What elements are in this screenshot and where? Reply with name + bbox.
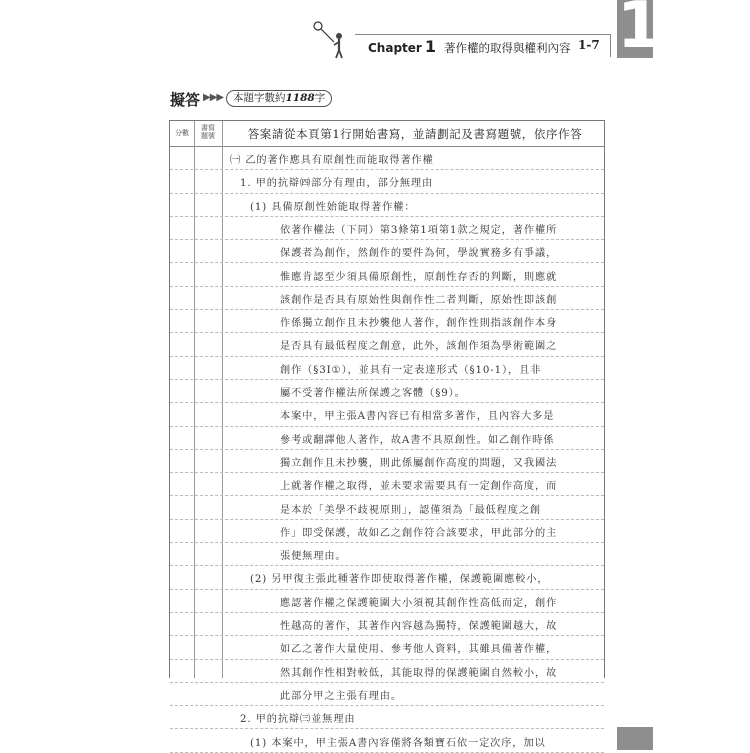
answer-line — [170, 287, 604, 310]
answer-heading: 擬答 — [170, 91, 201, 109]
answer-line-text: 張便無理由。 — [280, 551, 347, 563]
answer-line-text: 如乙之著作大量使用、參考他人資料，其雖具備著作權， — [280, 644, 558, 656]
answer-line-text: 保護者為創作，然創作的要件為何，學說實務多有爭議， — [280, 248, 558, 260]
answer-line — [170, 427, 604, 450]
answer-line — [170, 380, 604, 403]
answer-line — [170, 264, 604, 287]
answer-line-text: 2. 甲的抗辯㈢並無理由 — [240, 714, 356, 726]
answer-line-text: 然其創作性相對較低，其能取得的保護範圍自然較小，故 — [280, 667, 558, 679]
answer-line-text: 應認著作權之保護範圍大小須視其創作性高低而定，創作 — [280, 597, 558, 609]
answer-line — [170, 636, 604, 659]
answer-line — [170, 520, 604, 543]
answer-line-text: 作」即受保護，故如乙之創作符合該要求，甲此部分的主 — [280, 527, 558, 539]
answer-line — [170, 543, 604, 566]
answer-line-text: 是否具有最低程度之創意，此外，該創作須為學術範圍之 — [280, 341, 558, 353]
answer-line — [170, 194, 604, 217]
answer-line-text: 作係獨立創作且未抄襲他人著作，創作性則指該創作本身 — [280, 318, 558, 330]
answer-line — [170, 217, 604, 240]
answer-line — [170, 357, 604, 380]
answer-line — [170, 613, 604, 636]
chapter-tab — [617, 0, 662, 63]
answer-line — [170, 590, 604, 613]
word-count-badge — [226, 90, 332, 107]
answer-line — [170, 473, 604, 496]
answer-line — [170, 566, 604, 589]
page-number: 1-7 — [578, 38, 600, 52]
running-header — [368, 37, 570, 56]
answer-line — [170, 240, 604, 263]
answer-line-text: 本案中，甲主張A書內容已有相當多著作，且內容大多是 — [280, 411, 555, 423]
answer-line-text: ㈠ 乙的著作應具有原創性而能取得著作權 — [230, 155, 434, 166]
answer-line — [170, 497, 604, 520]
answer-line — [170, 706, 604, 729]
chapter-tab-number: 1 — [617, 0, 662, 63]
answer-line — [170, 403, 604, 426]
answer-line-text: 此部分甲之主張有理由。 — [280, 690, 402, 702]
answer-line-text: (1) 具備原創性始能取得著作權： — [250, 201, 416, 213]
answer-line — [170, 660, 604, 683]
chapter-number: 1 — [424, 37, 436, 56]
answer-line-text: 性越高的著作，其著作內容越為獨特，保護範圍越大，故 — [280, 621, 558, 632]
answer-line-text: (1) 本案中，甲主張A書內容僅將各類寶石依一定次序，加以 — [250, 737, 546, 749]
answer-line — [170, 147, 604, 170]
sheet-instruction: 答案請從本頁第1行開始書寫，並請劃記及書寫題號，依序作答 — [247, 127, 583, 141]
answer-line-text: 上就著作權之取得，並未要求需要具有一定創作高度，而 — [280, 481, 558, 493]
question-number-column-label — [196, 124, 220, 140]
word-count-prefix: 本題字數約 — [233, 92, 286, 104]
question-number-label-line1: 書寫 — [201, 124, 215, 132]
sheet-header-row — [170, 121, 604, 147]
chapter-word: Chapter — [368, 41, 422, 55]
answer-sheet — [169, 120, 605, 749]
answer-line-text: (2) 另甲復主張此種著作即使取得著作權，保護範圍應較小， — [250, 574, 549, 586]
answer-line — [170, 333, 604, 356]
answer-line — [170, 683, 604, 706]
question-number-label-line2: 題號 — [201, 132, 215, 140]
score-column-label: 分數 — [175, 129, 189, 137]
answer-line-text: 參考或翻譯他人著作，故A書不具原創性。如乙創作時係 — [280, 434, 555, 446]
answer-line — [170, 170, 604, 193]
chapter-figure-icon — [312, 20, 352, 60]
answer-line-text: 獨立創作且未抄襲，則此係屬創作高度的問題，又我國法 — [280, 457, 558, 469]
answer-line-text: 是本於「美學不歧視原則」，認僅須為「最低程度之創 — [280, 504, 541, 516]
answer-line-text: 該創作是否具有原始性與創作性二者判斷，原始性即該創 — [280, 294, 558, 306]
answer-line — [170, 450, 604, 473]
answer-line-text: 創作（§3Ⅰ①），並具有一定表達形式（§10-1），且非 — [280, 364, 542, 376]
answer-line — [170, 730, 604, 753]
answer-line-text: 惟應肯認至少須具備原創性，原創性存否的判斷，則應就 — [280, 271, 558, 283]
bottom-tab — [617, 727, 653, 750]
answer-line — [170, 310, 604, 333]
word-count-value: 1188 — [285, 92, 315, 104]
word-count-suffix: 字 — [314, 92, 326, 104]
answer-line-text: 依著作權法（下同）第3條第1項第1款之規定，著作權所 — [280, 224, 558, 236]
answer-line-text: 屬不受著作權法所保護之客體（§9）。 — [280, 388, 466, 399]
chapter-title: 著作權的取得與權利內容 — [443, 41, 571, 55]
answer-line-text: 1. 甲的抗辯㈣部分有理由，部分無理由 — [240, 178, 434, 190]
arrow-icon: ▶▶▶ — [203, 92, 224, 103]
